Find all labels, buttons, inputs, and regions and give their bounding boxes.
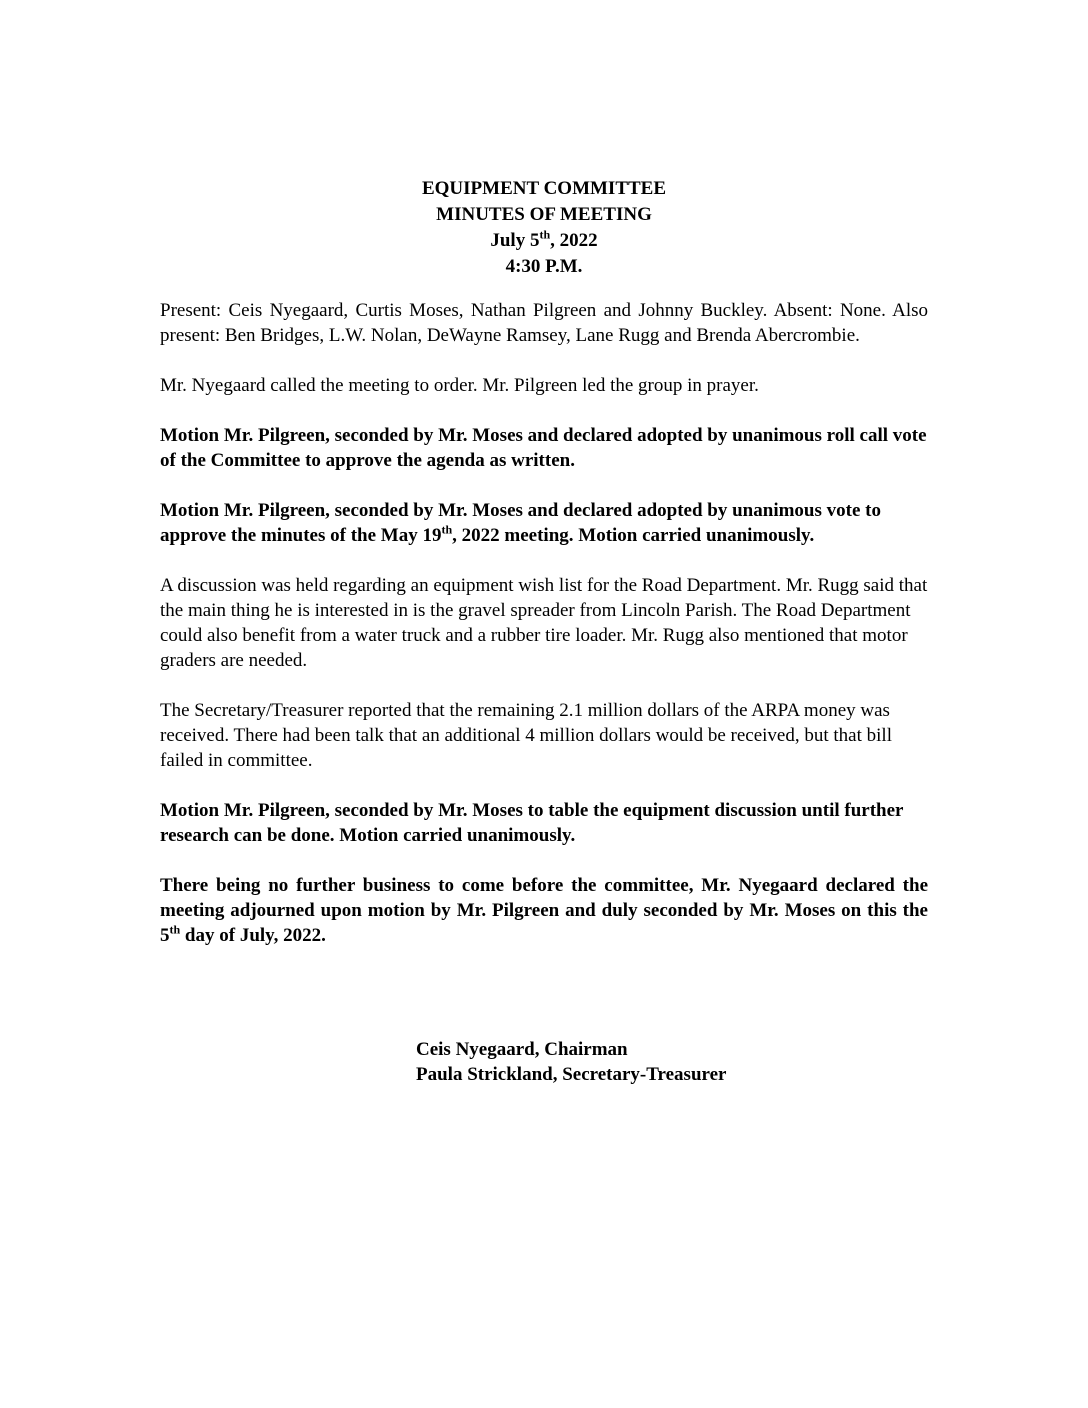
call-to-order-paragraph: Mr. Nyegaard called the meeting to order. Mr. Pilgreen led the group in prayer.: [160, 375, 759, 396]
committee-title: EQUIPMENT COMMITTEE: [421, 178, 667, 199]
motion-agenda-paragraph: Motion Mr. Pilgreen, seconded by Mr. Moses and declared adopted by unanimous roll call vote of the Committee to approve the agenda as written.: [160, 425, 927, 471]
motion-minutes-text-a: Motion Mr. Pilgreen, seconded by Mr. Moses and declared adopted by unanimous vote to approve the minutes of the May 19: [160, 500, 881, 546]
meeting-date-day: July 5: [490, 230, 540, 251]
meeting-date-year: , 2022: [550, 230, 598, 251]
motion-minutes-ordinal: th: [441, 522, 453, 537]
treasurer-report-paragraph: The Secretary/Treasurer reported that the remaining 2.1 million dollars of the ARPA money was received. There had been talk that an additional 4 million dollars would be received, but that bill failed in committee.: [160, 700, 892, 771]
meeting-time: 4:30 P.M.: [505, 256, 583, 277]
motion-table-paragraph: Motion Mr. Pilgreen, seconded by Mr. Moses to table the equipment discussion until further research can be done. Motion carried unanimously.: [160, 800, 904, 846]
meeting-date-ordinal: th: [539, 227, 551, 242]
secretary-signature: Paula Strickland, Secretary-Treasurer: [416, 1064, 727, 1085]
adjourn-paragraph: [160, 873, 928, 948]
motion-minutes-paragraph: [160, 498, 928, 548]
adjourn-text-a: There being no further business to come before the committee, Mr. Nyegaard declared the meeting adjourned upon motion by Mr. Pilgreen and duly seconded by Mr. Moses on this the 5: [160, 875, 928, 946]
minutes-title: MINUTES OF MEETING: [436, 204, 652, 225]
adjourn-text-b: day of July, 2022.: [180, 925, 326, 946]
meeting-date: [0, 228, 1088, 254]
document-header: [0, 176, 1088, 280]
signature-block: [416, 1037, 726, 1087]
attendance-paragraph: Present: Ceis Nyegaard, Curtis Moses, Nathan Pilgreen and Johnny Buckley. Absent: None. Also present: Ben Bridges, L.W. Nolan, DeWayne Ramsey, Lane Rugg and Brenda Abercrombie.: [160, 300, 928, 346]
document-body: [160, 298, 928, 973]
chairman-signature: Ceis Nyegaard, Chairman: [416, 1039, 628, 1060]
adjourn-ordinal: th: [169, 922, 181, 937]
motion-minutes-text-b: , 2022 meeting. Motion carried unanimously.: [452, 525, 815, 546]
discussion-paragraph: A discussion was held regarding an equipment wish list for the Road Department. Mr. Rugg said that the main thing he is interested in is the gravel spreader from Lincoln Parish. The Road Department could also benefit from a water truck and a rubber tire loader. Mr. Rugg also mentioned that motor graders are needed.: [160, 575, 928, 671]
